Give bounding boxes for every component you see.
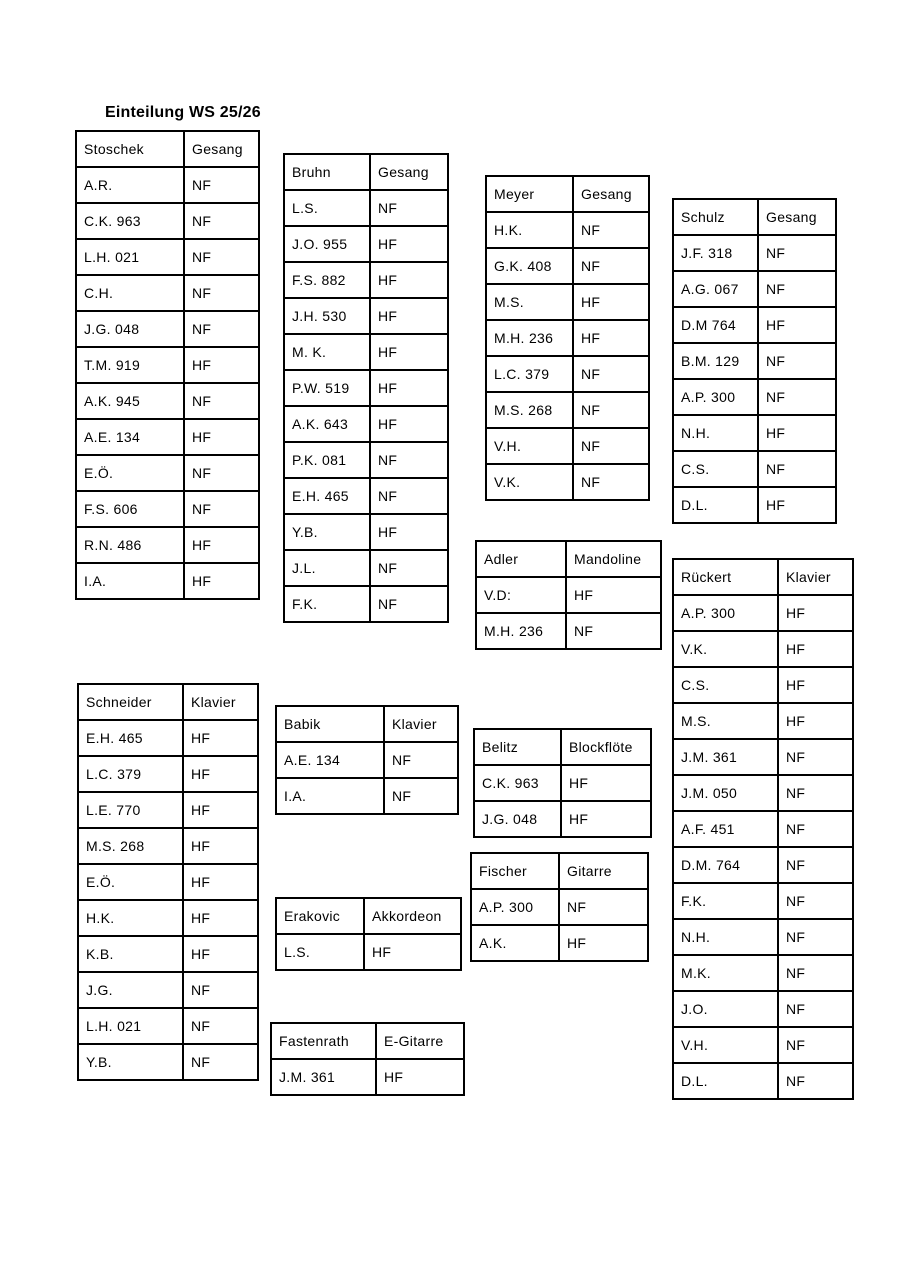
subject-level: HF <box>758 307 836 343</box>
student-code: Y.B. <box>78 1044 183 1080</box>
student-code: M.S. <box>486 284 573 320</box>
student-code: E.Ö. <box>76 455 184 491</box>
assignment-table <box>672 558 854 1100</box>
student-code: V.K. <box>486 464 573 500</box>
table-erakovic <box>275 897 462 971</box>
table-row <box>78 1008 258 1044</box>
student-code: B.M. 129 <box>673 343 758 379</box>
table-row <box>284 298 448 334</box>
table-row <box>284 334 448 370</box>
table-row <box>78 972 258 1008</box>
table-schulz <box>672 198 837 524</box>
table-meyer <box>485 175 650 501</box>
student-code: A.E. 134 <box>276 742 384 778</box>
student-code: J.L. <box>284 550 370 586</box>
student-code: T.M. 919 <box>76 347 184 383</box>
table-row <box>486 392 649 428</box>
student-code: L.H. 021 <box>78 1008 183 1044</box>
instrument-name: Gitarre <box>559 853 648 889</box>
subject-level: HF <box>778 667 853 703</box>
student-code: F.S. 606 <box>76 491 184 527</box>
subject-level: HF <box>183 792 258 828</box>
table-row <box>284 514 448 550</box>
table-header-row <box>284 154 448 190</box>
student-code: G.K. 408 <box>486 248 573 284</box>
subject-level: HF <box>183 756 258 792</box>
table-row <box>673 1063 853 1099</box>
subject-level: HF <box>370 370 448 406</box>
subject-level: NF <box>183 1008 258 1044</box>
student-code: E.Ö. <box>78 864 183 900</box>
student-code: J.F. 318 <box>673 235 758 271</box>
table-row <box>78 720 258 756</box>
table-row <box>474 801 651 837</box>
student-code: F.K. <box>284 586 370 622</box>
subject-level: NF <box>778 991 853 1027</box>
assignment-table <box>672 198 837 524</box>
subject-level: NF <box>573 428 649 464</box>
table-row <box>284 370 448 406</box>
student-code: L.C. 379 <box>486 356 573 392</box>
subject-level: HF <box>183 864 258 900</box>
table-row <box>76 311 259 347</box>
student-code: N.H. <box>673 919 778 955</box>
table-row <box>76 563 259 599</box>
table-row <box>673 631 853 667</box>
subject-level: HF <box>364 934 461 970</box>
student-code: R.N. 486 <box>76 527 184 563</box>
student-code: A.P. 300 <box>673 379 758 415</box>
student-code: H.K. <box>486 212 573 248</box>
table-row <box>76 167 259 203</box>
table-row <box>284 190 448 226</box>
instrument-name: Gesang <box>758 199 836 235</box>
subject-level: NF <box>566 613 661 649</box>
subject-level: NF <box>758 343 836 379</box>
table-row <box>673 451 836 487</box>
student-code: A.P. 300 <box>471 889 559 925</box>
teacher-name: Fischer <box>471 853 559 889</box>
subject-level: NF <box>778 739 853 775</box>
teacher-name: Bruhn <box>284 154 370 190</box>
assignment-table <box>270 1022 465 1096</box>
table-header-row <box>276 898 461 934</box>
subject-level: NF <box>573 356 649 392</box>
student-code: A.P. 300 <box>673 595 778 631</box>
table-babik <box>275 705 459 815</box>
teacher-name: Schneider <box>78 684 183 720</box>
teacher-name: Babik <box>276 706 384 742</box>
student-code: J.M. 361 <box>271 1059 376 1095</box>
table-row <box>486 428 649 464</box>
table-row <box>486 356 649 392</box>
subject-level: NF <box>183 972 258 1008</box>
subject-level: NF <box>184 275 259 311</box>
student-code: M.K. <box>673 955 778 991</box>
subject-level: NF <box>758 271 836 307</box>
student-code: K.B. <box>78 936 183 972</box>
table-header-row <box>673 559 853 595</box>
table-row <box>476 577 661 613</box>
instrument-name: Gesang <box>184 131 259 167</box>
subject-level: NF <box>778 1027 853 1063</box>
student-code: Y.B. <box>284 514 370 550</box>
table-row <box>486 284 649 320</box>
table-header-row <box>673 199 836 235</box>
subject-level: HF <box>376 1059 464 1095</box>
subject-level: HF <box>559 925 648 961</box>
subject-level: NF <box>184 203 259 239</box>
table-row <box>673 271 836 307</box>
table-bruhn <box>283 153 449 623</box>
instrument-name: Klavier <box>183 684 258 720</box>
subject-level: NF <box>370 442 448 478</box>
assignment-table <box>283 153 449 623</box>
table-row <box>78 1044 258 1080</box>
table-header-row <box>471 853 648 889</box>
table-row <box>76 239 259 275</box>
student-code: A.K. 643 <box>284 406 370 442</box>
instrument-name: Gesang <box>573 176 649 212</box>
table-header-row <box>276 706 458 742</box>
student-code: J.G. 048 <box>76 311 184 347</box>
student-code: C.K. 963 <box>474 765 561 801</box>
subject-level: HF <box>561 765 651 801</box>
instrument-name: Gesang <box>370 154 448 190</box>
subject-level: HF <box>370 514 448 550</box>
student-code: L.C. 379 <box>78 756 183 792</box>
table-row <box>673 595 853 631</box>
subject-level: HF <box>184 419 259 455</box>
student-code: J.G. <box>78 972 183 1008</box>
subject-level: NF <box>184 239 259 275</box>
student-code: D.M. 764 <box>673 847 778 883</box>
table-row <box>673 955 853 991</box>
subject-level: HF <box>758 415 836 451</box>
table-row <box>76 347 259 383</box>
table-row <box>673 235 836 271</box>
table-row <box>76 275 259 311</box>
table-row <box>486 248 649 284</box>
subject-level: HF <box>370 334 448 370</box>
subject-level: HF <box>561 801 651 837</box>
instrument-name: Klavier <box>384 706 458 742</box>
student-code: M.S. 268 <box>78 828 183 864</box>
student-code: I.A. <box>76 563 184 599</box>
student-code: A.R. <box>76 167 184 203</box>
student-code: C.S. <box>673 667 778 703</box>
table-row <box>673 883 853 919</box>
subject-level: HF <box>370 226 448 262</box>
table-header-row <box>76 131 259 167</box>
table-schneider <box>77 683 259 1081</box>
table-header-row <box>476 541 661 577</box>
student-code: I.A. <box>276 778 384 814</box>
instrument-name: Akkordeon <box>364 898 461 934</box>
table-fastenrath <box>270 1022 465 1096</box>
subject-level: NF <box>384 742 458 778</box>
student-code: P.W. 519 <box>284 370 370 406</box>
student-code: M.S. 268 <box>486 392 573 428</box>
student-code: V.H. <box>486 428 573 464</box>
teacher-name: Fastenrath <box>271 1023 376 1059</box>
student-code: M. K. <box>284 334 370 370</box>
subject-level: NF <box>184 383 259 419</box>
subject-level: NF <box>573 248 649 284</box>
subject-level: HF <box>184 563 259 599</box>
subject-level: NF <box>778 811 853 847</box>
table-row <box>78 936 258 972</box>
subject-level: HF <box>573 320 649 356</box>
subject-level: HF <box>370 406 448 442</box>
student-code: V.K. <box>673 631 778 667</box>
student-code: M.H. 236 <box>476 613 566 649</box>
table-row <box>474 765 651 801</box>
teacher-name: Erakovic <box>276 898 364 934</box>
assignment-table <box>77 683 259 1081</box>
assignment-table <box>470 852 649 962</box>
subject-level: NF <box>184 311 259 347</box>
subject-level: HF <box>183 828 258 864</box>
subject-level: NF <box>778 775 853 811</box>
table-row <box>673 379 836 415</box>
student-code: V.D: <box>476 577 566 613</box>
subject-level: NF <box>573 212 649 248</box>
subject-level: HF <box>758 487 836 523</box>
subject-level: HF <box>370 262 448 298</box>
table-row <box>284 478 448 514</box>
student-code: A.K. <box>471 925 559 961</box>
table-row <box>76 203 259 239</box>
student-code: F.K. <box>673 883 778 919</box>
assignment-table <box>275 705 459 815</box>
student-code: D.L. <box>673 1063 778 1099</box>
table-row <box>673 667 853 703</box>
subject-level: HF <box>183 720 258 756</box>
subject-level: NF <box>573 464 649 500</box>
teacher-name: Rückert <box>673 559 778 595</box>
subject-level: NF <box>778 919 853 955</box>
table-row <box>276 778 458 814</box>
subject-level: HF <box>778 703 853 739</box>
table-row <box>673 775 853 811</box>
student-code: C.S. <box>673 451 758 487</box>
student-code: P.K. 081 <box>284 442 370 478</box>
teacher-name: Meyer <box>486 176 573 212</box>
instrument-name: E-Gitarre <box>376 1023 464 1059</box>
table-stoschek <box>75 130 260 600</box>
subject-level: NF <box>758 235 836 271</box>
table-row <box>284 262 448 298</box>
instrument-name: Klavier <box>778 559 853 595</box>
table-row <box>284 442 448 478</box>
assignment-table <box>473 728 652 838</box>
table-adler <box>475 540 662 650</box>
table-row <box>673 487 836 523</box>
table-row <box>78 900 258 936</box>
table-rueckert <box>672 558 854 1100</box>
table-row <box>486 464 649 500</box>
subject-level: HF <box>183 900 258 936</box>
student-code: E.H. 465 <box>78 720 183 756</box>
table-row <box>276 742 458 778</box>
table-row <box>673 703 853 739</box>
teacher-name: Schulz <box>673 199 758 235</box>
teacher-name: Belitz <box>474 729 561 765</box>
subject-level: NF <box>370 550 448 586</box>
subject-level: NF <box>184 491 259 527</box>
student-code: J.M. 050 <box>673 775 778 811</box>
subject-level: NF <box>758 451 836 487</box>
subject-level: HF <box>184 527 259 563</box>
student-code: D.L. <box>673 487 758 523</box>
table-row <box>673 847 853 883</box>
table-row <box>284 586 448 622</box>
subject-level: NF <box>370 190 448 226</box>
assignment-table <box>75 130 260 600</box>
table-row <box>486 320 649 356</box>
assignment-table <box>275 897 462 971</box>
table-row <box>673 739 853 775</box>
subject-level: HF <box>566 577 661 613</box>
subject-level: NF <box>184 167 259 203</box>
subject-level: HF <box>184 347 259 383</box>
table-row <box>284 406 448 442</box>
table-row <box>76 455 259 491</box>
student-code: L.S. <box>284 190 370 226</box>
subject-level: NF <box>573 392 649 428</box>
subject-level: HF <box>370 298 448 334</box>
subject-level: HF <box>778 595 853 631</box>
table-row <box>471 889 648 925</box>
subject-level: NF <box>184 455 259 491</box>
student-code: C.H. <box>76 275 184 311</box>
student-code: J.G. 048 <box>474 801 561 837</box>
table-row <box>673 307 836 343</box>
table-header-row <box>78 684 258 720</box>
table-row <box>78 828 258 864</box>
table-header-row <box>486 176 649 212</box>
student-code: J.H. 530 <box>284 298 370 334</box>
subject-level: NF <box>559 889 648 925</box>
student-code: F.S. 882 <box>284 262 370 298</box>
subject-level: NF <box>183 1044 258 1080</box>
instrument-name: Mandoline <box>566 541 661 577</box>
student-code: N.H. <box>673 415 758 451</box>
table-fischer <box>470 852 649 962</box>
subject-level: HF <box>778 631 853 667</box>
subject-level: NF <box>758 379 836 415</box>
student-code: H.K. <box>78 900 183 936</box>
student-code: L.E. 770 <box>78 792 183 828</box>
assignment-table <box>485 175 650 501</box>
table-row <box>76 383 259 419</box>
subject-level: NF <box>370 586 448 622</box>
table-header-row <box>474 729 651 765</box>
student-code: A.K. 945 <box>76 383 184 419</box>
student-code: C.K. 963 <box>76 203 184 239</box>
table-row <box>486 212 649 248</box>
student-code: L.S. <box>276 934 364 970</box>
student-code: J.M. 361 <box>673 739 778 775</box>
assignment-table <box>475 540 662 650</box>
student-code: D.M 764 <box>673 307 758 343</box>
student-code: L.H. 021 <box>76 239 184 275</box>
table-row <box>673 991 853 1027</box>
table-row <box>673 919 853 955</box>
subject-level: HF <box>573 284 649 320</box>
table-row <box>471 925 648 961</box>
table-row <box>76 527 259 563</box>
subject-level: NF <box>370 478 448 514</box>
table-header-row <box>271 1023 464 1059</box>
subject-level: NF <box>778 955 853 991</box>
subject-level: NF <box>778 1063 853 1099</box>
table-row <box>271 1059 464 1095</box>
page-title: Einteilung WS 25/26 <box>105 104 261 121</box>
table-row <box>76 419 259 455</box>
student-code: J.O. <box>673 991 778 1027</box>
subject-level: NF <box>778 847 853 883</box>
table-row <box>284 226 448 262</box>
student-code: M.S. <box>673 703 778 739</box>
student-code: J.O. 955 <box>284 226 370 262</box>
table-row <box>673 1027 853 1063</box>
table-row <box>673 415 836 451</box>
table-row <box>673 811 853 847</box>
table-row <box>673 343 836 379</box>
student-code: A.E. 134 <box>76 419 184 455</box>
table-row <box>276 934 461 970</box>
student-code: M.H. 236 <box>486 320 573 356</box>
table-row <box>78 864 258 900</box>
teacher-name: Stoschek <box>76 131 184 167</box>
table-belitz <box>473 728 652 838</box>
teacher-name: Adler <box>476 541 566 577</box>
table-row <box>76 491 259 527</box>
instrument-name: Blockflöte <box>561 729 651 765</box>
table-row <box>78 756 258 792</box>
subject-level: NF <box>778 883 853 919</box>
student-code: A.F. 451 <box>673 811 778 847</box>
subject-level: NF <box>384 778 458 814</box>
subject-level: HF <box>183 936 258 972</box>
table-row <box>78 792 258 828</box>
table-row <box>476 613 661 649</box>
student-code: A.G. 067 <box>673 271 758 307</box>
student-code: E.H. 465 <box>284 478 370 514</box>
table-row <box>284 550 448 586</box>
student-code: V.H. <box>673 1027 778 1063</box>
